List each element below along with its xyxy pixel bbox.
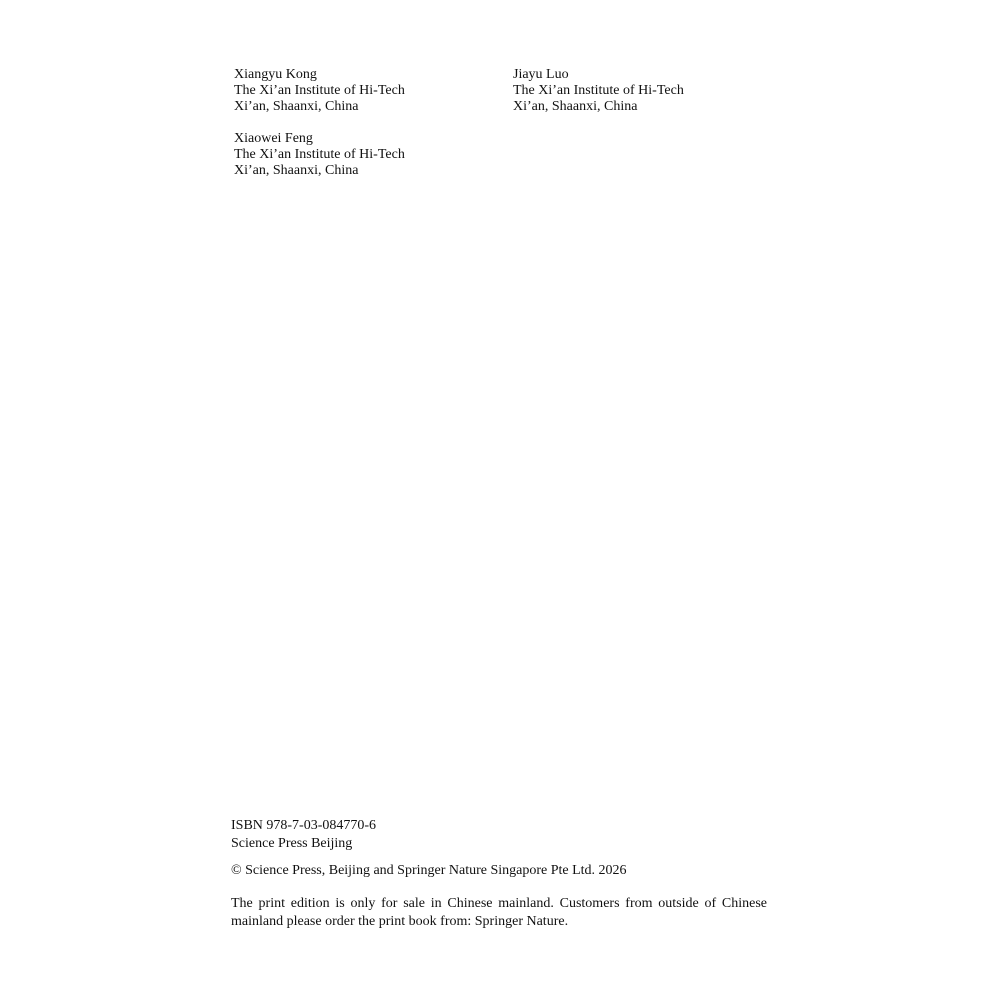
author-institution: The Xi’an Institute of Hi-Tech bbox=[234, 147, 405, 162]
isbn: ISBN 978-7-03-084770-6 bbox=[231, 818, 377, 833]
author-location: Xi’an, Shaanxi, China bbox=[513, 99, 638, 114]
author-block-jiayu-luo bbox=[513, 67, 684, 115]
author-name: Xiaowei Feng bbox=[234, 131, 313, 146]
sale-notice: The print edition is only for sale in Chinese mainland. Customers from outside of Chinese mainland please order the print book from: Springer Nature. bbox=[231, 896, 767, 929]
publisher: Science Press Beijing bbox=[231, 836, 353, 851]
imprint-section bbox=[231, 817, 767, 931]
author-institution: The Xi’an Institute of Hi-Tech bbox=[513, 83, 684, 98]
author-block-xiangyu-kong bbox=[234, 67, 405, 115]
author-block-xiaowei-feng bbox=[234, 131, 405, 179]
author-name: Jiayu Luo bbox=[513, 67, 569, 82]
author-location: Xi’an, Shaanxi, China bbox=[234, 99, 359, 114]
copyright-notice: © Science Press, Beijing and Springer Nature Singapore Pte Ltd. 2026 bbox=[231, 863, 627, 878]
author-institution: The Xi’an Institute of Hi-Tech bbox=[234, 83, 405, 98]
author-location: Xi’an, Shaanxi, China bbox=[234, 163, 359, 178]
author-name: Xiangyu Kong bbox=[234, 67, 317, 82]
